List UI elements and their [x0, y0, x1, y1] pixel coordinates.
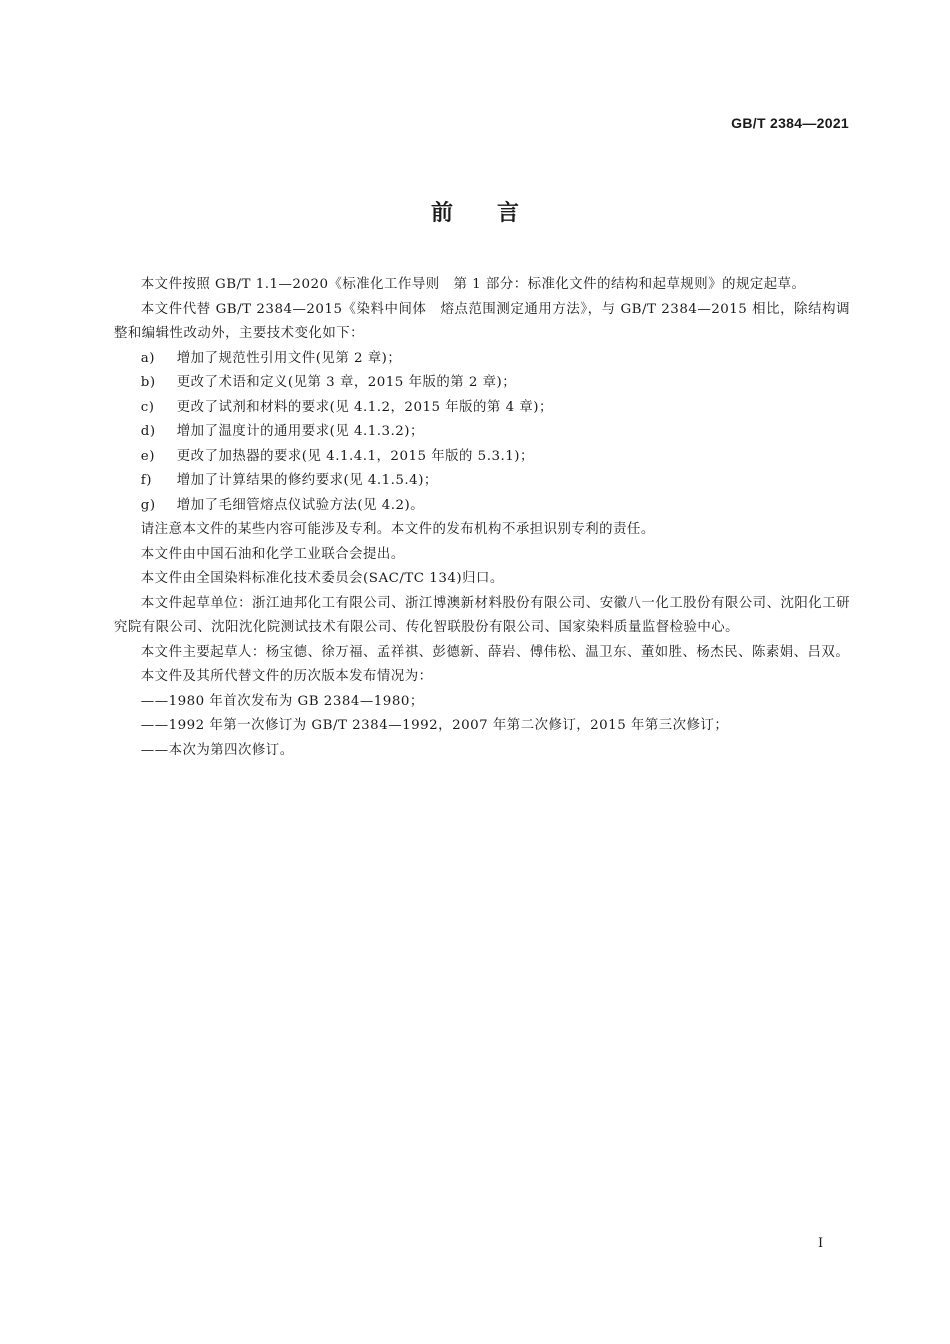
item-mark: a)	[140, 350, 156, 366]
item-text: 更改了试剂和材料的要求(见 4.1.2，2015 年版的第 4 章)；	[176, 399, 553, 415]
item-mark: d)	[140, 424, 156, 439]
committee-paragraph: 本文件由全国染料标准化技术委员会(SAC/TC 134)归口。	[140, 571, 504, 586]
page-title: 前言	[430, 201, 563, 226]
change-item	[114, 469, 850, 494]
change-item	[114, 396, 850, 421]
change-item	[114, 494, 850, 519]
intro-paragraph: 本文件按照 GB/T 1.1—2020《标准化工作导则 第 1 部分：标准化文件的结构和起草规则》的规定起草。	[140, 277, 806, 292]
item-mark: b)	[140, 375, 156, 390]
item-mark: g)	[140, 497, 156, 513]
item-text: 更改了加热器的要求(见 4.1.4.1，2015 年版的 5.3.1)；	[176, 448, 534, 464]
item-text: 更改了术语和定义(见第 3 章，2015 年版的第 2 章)；	[176, 375, 517, 390]
item-mark: e)	[140, 448, 155, 464]
history-item: ——1992 年第一次修订为 GB/T 2384—1992，2007 年第二次修订，2015 年第三次修订；	[140, 718, 729, 733]
history-item: ——本次为第四次修订。	[140, 742, 294, 758]
foreword-body	[114, 273, 850, 763]
document-code: GB/T 2384—2021	[731, 115, 849, 131]
page-number: I	[818, 1236, 824, 1251]
item-mark: f)	[140, 473, 152, 488]
proposer-paragraph: 本文件由中国石油和化学工业联合会提出。	[140, 546, 405, 562]
history-item: ——1980 年首次发布为 GB 2384—1980；	[140, 693, 424, 709]
change-item	[114, 371, 850, 396]
change-item	[114, 347, 850, 372]
drafters-paragraph: 本文件主要起草人：杨宝德、徐万福、孟祥祺、彭德新、薛岩、傅伟松、温卫东、董如胜、杨杰民、陈素娟、吕双。	[140, 644, 850, 660]
replacement-paragraph: 本文件代替 GB/T 2384—2015《染料中间体 熔点范围测定通用方法》，与 GB/T 2384—2015 相比，除结构调整和编辑性改动外，主要技术变化如下：	[114, 301, 850, 341]
item-text: 增加了计算结果的修约要求(见 4.1.5.4)；	[176, 473, 438, 488]
patent-notice: 请注意本文件的某些内容可能涉及专利。本文件的发布机构不承担识别专利的责任。	[140, 522, 655, 537]
item-text: 增加了温度计的通用要求(见 4.1.3.2)；	[176, 424, 424, 439]
item-text: 增加了毛细管熔点仪试验方法(见 4.2)。	[176, 497, 425, 513]
item-text: 增加了规范性引用文件(见第 2 章)；	[176, 350, 402, 366]
item-mark: c)	[140, 399, 155, 415]
change-item	[114, 445, 850, 470]
drafting-units-paragraph: 本文件起草单位：浙江迪邦化工有限公司、浙江博澳新材料股份有限公司、安徽八一化工股份有限公司、沈阳化工研究院有限公司、沈阳沈化院测试技术有限公司、传化智联股份有限公司、国家染料质量监督检验中心。	[114, 595, 850, 635]
history-intro: 本文件及其所代替文件的历次版本发布情况为：	[140, 669, 433, 684]
change-item	[114, 420, 850, 445]
